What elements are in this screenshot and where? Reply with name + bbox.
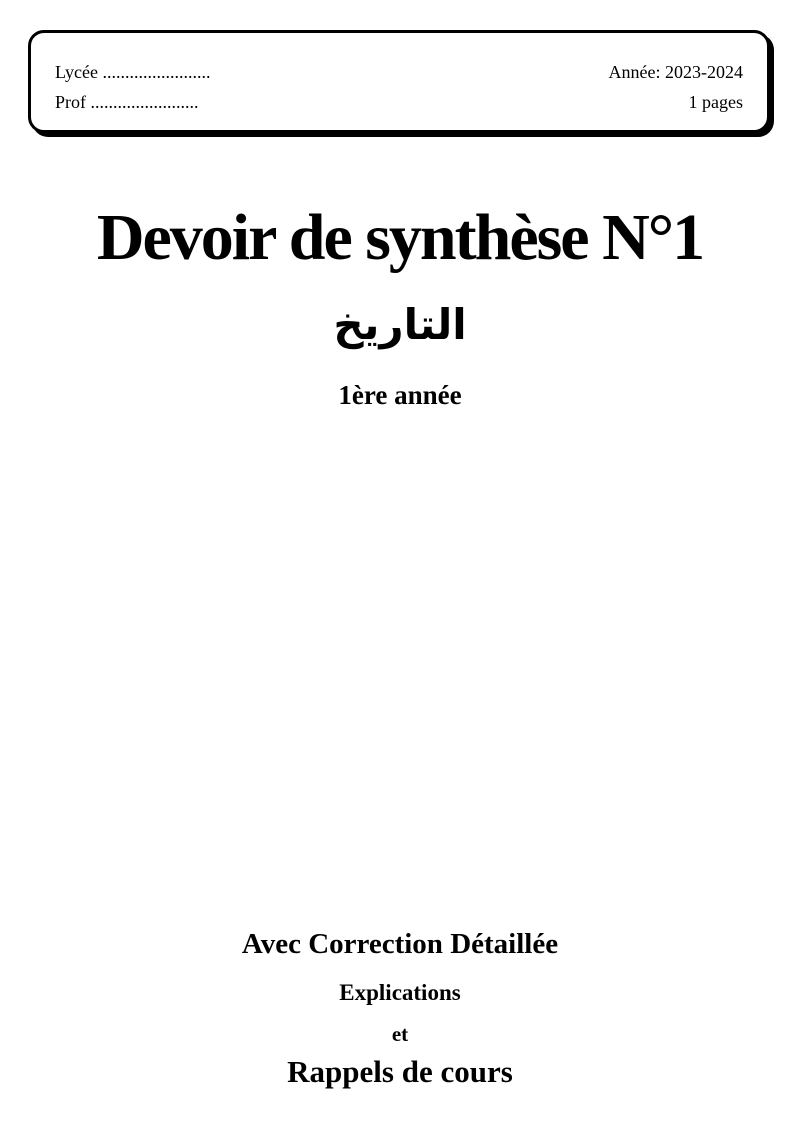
conjunction-et-label: et xyxy=(391,1022,409,1046)
prof-blank-label: Prof ........................ xyxy=(55,92,199,112)
header-left-column xyxy=(55,57,210,117)
subject-title-arabic: التاريخ xyxy=(333,300,467,349)
correction-note: Avec Correction Détaillée xyxy=(241,928,559,960)
school-year-label: Année: 2023-2024 xyxy=(608,62,743,82)
explanations-note: Explications xyxy=(339,980,461,1005)
header-info-box xyxy=(28,30,770,133)
grade-level-label: 1ère année xyxy=(338,380,462,410)
page-count-label: 1 pages xyxy=(688,92,743,112)
header-right-column xyxy=(609,57,743,117)
document-title: Devoir de synthèse N°1 xyxy=(96,201,704,274)
lycee-blank-label: Lycée ........................ xyxy=(55,62,211,82)
course-recap-note: Rappels de cours xyxy=(287,1054,513,1089)
